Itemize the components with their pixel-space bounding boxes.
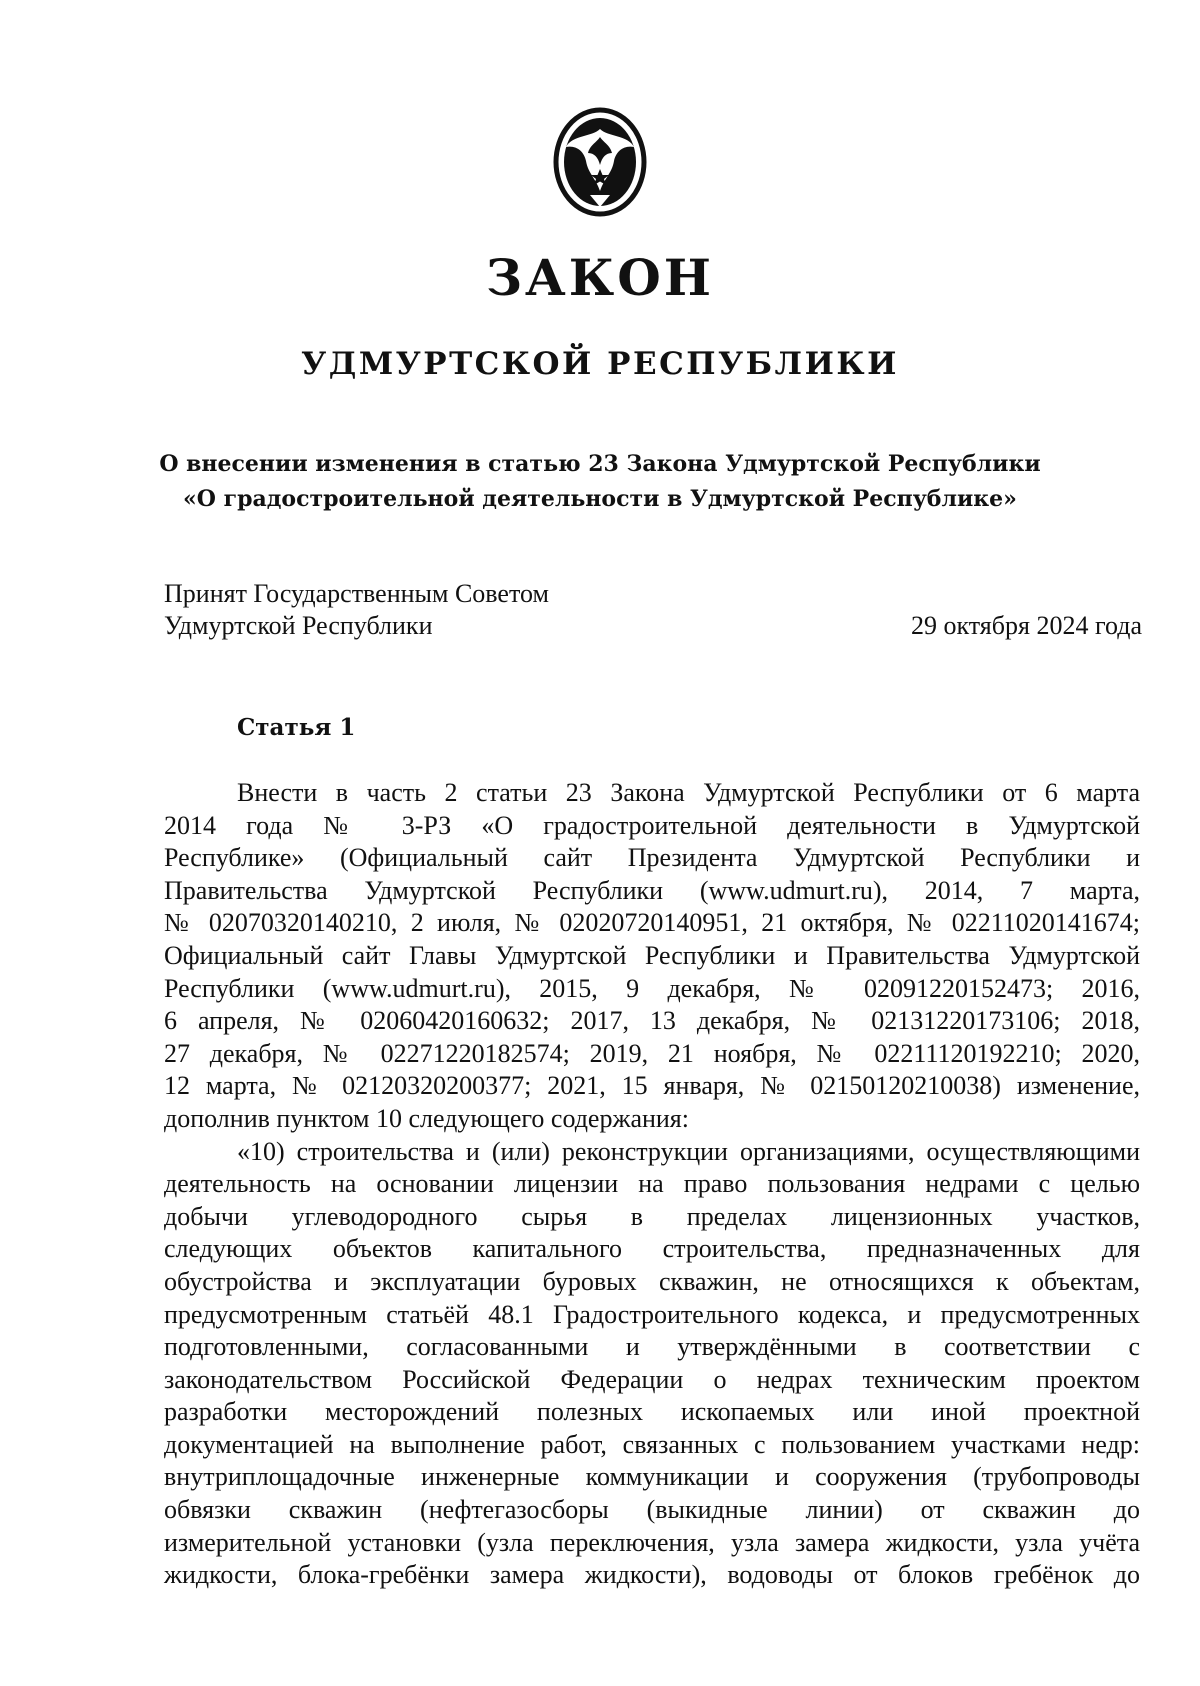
article-heading: Статья 1 [237,714,356,741]
text-line: 6 апреля, № 02060420160632; 2017, 13 декабря, № 02131220173106; 2018, [164,1006,1140,1036]
text-line: предусмотренным статьёй 48.1 Градостроительного кодекса, и предусмотренных [164,1299,1140,1329]
text-line: дополнив пунктом 10 следующего содержания: [164,1103,689,1133]
text-line: разработки месторождений полезных ископаемых или иной проектной [164,1397,1140,1427]
text-line: подготовленными, согласованными и утверждёнными в соответствии с [164,1332,1140,1362]
adoption-line: Принят Государственным Советом [164,579,549,608]
law-name [140,447,1060,517]
text-line: измерительной установки (узла переключения, узла замера жидкости, узла учёта [164,1527,1140,1557]
text-line: обустройства и эксплуатации буровых скважин, не относящихся к объектам, [164,1266,1140,1296]
text-line: Республике» (Официальный сайт Президента Удмуртской Республики и [164,843,1140,873]
text-line: добычи углеводородного сырья в пределах лицензионных участков, [164,1201,1140,1231]
text-line: Республики (www.udmurt.ru), 2015, 9 декабря, № 02091220152473; 2016, [164,973,1140,1003]
text-line: 27 декабря, № 02271220182574; 2019, 21 ноября, № 02211120192210; 2020, [164,1038,1140,1068]
text-line: 12 марта, № 02120320200377; 2021, 15 января, № 02150120210038) изменение, [164,1071,1140,1101]
text-line: обвязки скважин (нефтегазосборы (выкидные линии) от скважин до [164,1495,1140,1525]
text-line: следующих объектов капитального строительства, предназначенных для [164,1234,1140,1264]
text-line: жидкости, блока-гребёнки замера жидкости), водоводы от блоков гребёнок до [164,1560,1140,1590]
adoption-date: 29 октября 2024 года [911,611,1142,640]
law-name-line: О внесении изменения в статью 23 Закона Удмуртской Республики [159,451,1041,477]
law-name-line: «О градостроительной деятельности в Удмуртской Республике» [183,486,1017,512]
text-line: «10) строительства и (или) реконструкции организациями, осуществляющими [237,1136,1140,1166]
adoption-info [164,578,549,642]
article-body [164,777,1140,1592]
text-line: Внести в часть 2 статьи 23 Закона Удмуртской Республики от 6 марта [237,778,1140,807]
text-line: № 02070320140210, 2 июля, № 02020720140951, 21 октября, № 02211020141674; [164,908,1140,938]
text-line: документацией на выполнение работ, связанных с пользованием участками недр: [164,1429,1140,1459]
document-title: ЗАКОН [485,248,715,307]
text-line: законодательством Российской Федерации о недрах техническим проектом [164,1364,1140,1394]
text-line: внутриплощадочные инженерные коммуникации и сооружения (трубопроводы [164,1462,1140,1492]
text-line: деятельность на основании лицензии на право пользования недрами с целью [164,1169,1140,1199]
text-line: Правительства Удмуртской Республики (www.udmurt.ru), 2014, 7 марта, [164,875,1140,905]
text-line: Официальный сайт Главы Удмуртской Республики и Правительства Удмуртской [164,940,1140,970]
adoption-line: Удмуртской Республики [164,611,433,640]
document-subtitle: УДМУРТСКОЙ РЕСПУБЛИКИ [301,346,899,382]
udmurtia-coat-of-arms-icon [552,107,648,217]
text-line: 2014 года № 3-РЗ «О градостроительной деятельности в Удмуртской [164,810,1140,840]
